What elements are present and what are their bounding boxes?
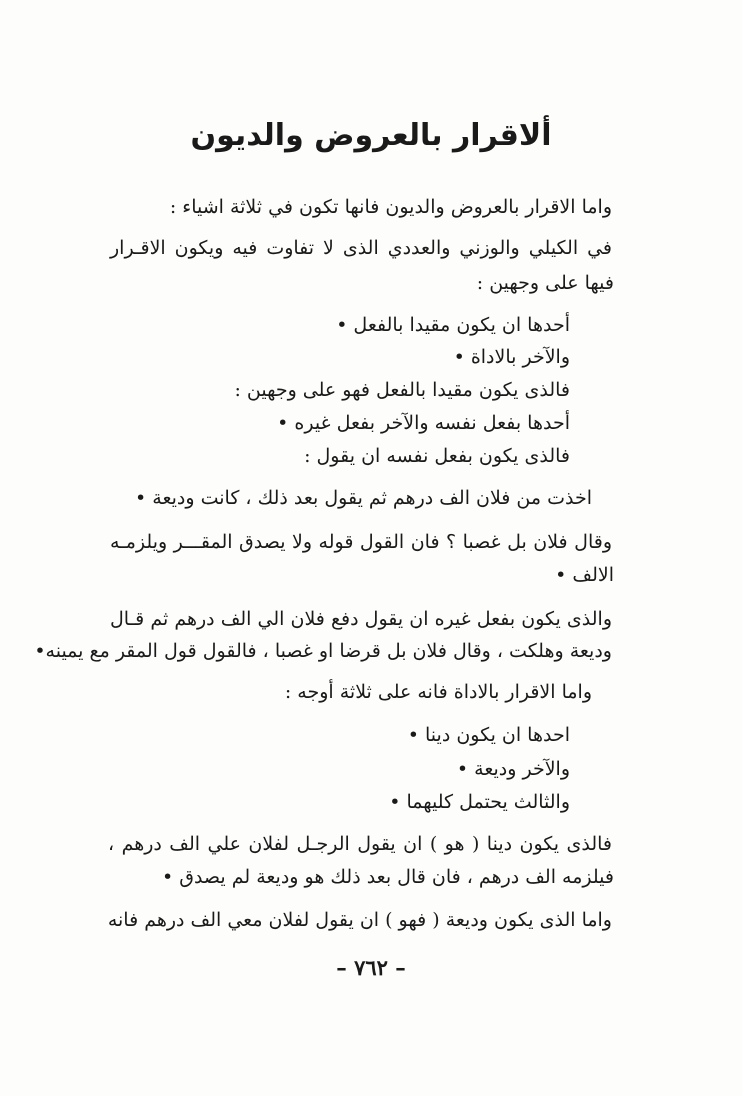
text-line-7: أحدها بفعل نفسه والآخر بفعل غيره • [277, 412, 570, 434]
text-line-16: والآخر وديعة • [456, 758, 570, 780]
text-line-20: واما الذى يكون وديعة ( فهو ) ان يقول لفلان معي الف درهم فانه [107, 909, 612, 931]
text-line-11: الالف • [555, 564, 614, 586]
text-line-12: والذى يكون بفعل غيره ان يقول دفع فلان الي الف درهم ثم قـال [110, 608, 612, 630]
text-line-3: فيها على وجهين : [476, 272, 614, 294]
text-line-17: والثالث يحتمل كليهما • [389, 791, 570, 813]
chapter-title: ألاقرار بالعروض والديون [190, 118, 552, 153]
text-line-10: وقال فلان بل غصبا ؟ فان القول قوله ولا يصدق المقـــر ويلزمـه [110, 531, 612, 553]
page-number: – ٧٦٢ – [336, 955, 406, 980]
text-line-14: واما الاقرار بالاداة فانه على ثلاثة أوجه : [284, 681, 592, 703]
text-line-5: والآخر بالاداة • [453, 346, 570, 368]
text-line-2: في الكيلي والوزني والعددي الذى لا تفاوت فيه ويكون الاقـرار [110, 237, 612, 259]
text-line-15: احدها ان يكون دينا • [407, 724, 570, 746]
text-line-4: أحدها ان يكون مقيدا بالفعل • [336, 314, 570, 336]
text-line-13: وديعة وهلكت ، وقال فلان بل قرضا او غصبا ، فالقول قول المقر مع يمينه• [34, 640, 612, 662]
text-line-1: واما الاقرار بالعروض والديون فانها تكون في ثلاثة اشياء : [169, 196, 612, 218]
text-line-9: اخذت من فلان الف درهم ثم يقول بعد ذلك ، كانت وديعة • [135, 487, 592, 509]
text-line-6: فالذى يكون مقيدا بالفعل فهو على وجهين : [234, 379, 570, 401]
text-line-19: فيلزمه الف درهم ، فان قال بعد ذلك هو وديعة لم يصدق • [161, 866, 614, 888]
text-line-8: فالذى يكون بفعل نفسه ان يقول : [304, 445, 570, 467]
text-line-18: فالذى يكون دينا ( هو ) ان يقول الرجـل لفلان علي الف درهم ، [108, 833, 612, 855]
